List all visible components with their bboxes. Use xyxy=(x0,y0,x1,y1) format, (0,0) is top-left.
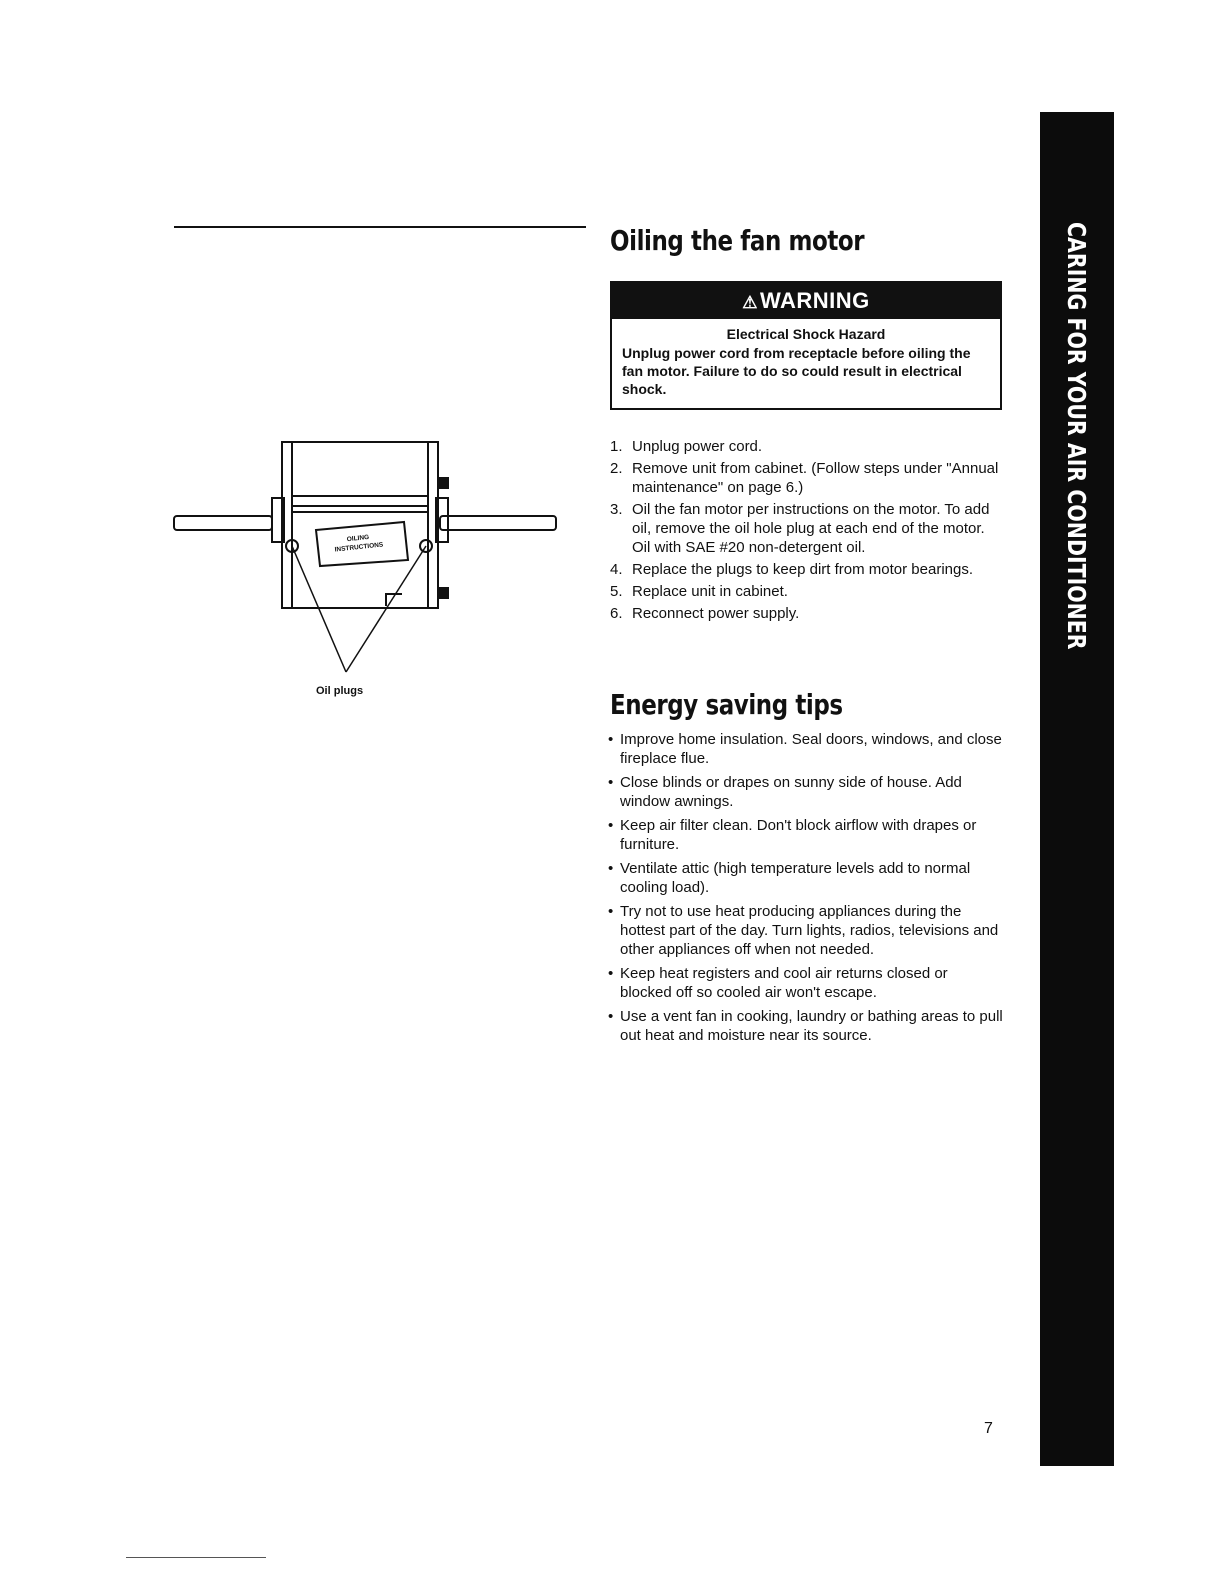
step-item xyxy=(610,582,1005,601)
tip-item: • Use a vent fan in cooking, laundry or bathing areas to pull out heat and moisture near its source. xyxy=(608,1007,1003,1045)
tip-item: • Try not to use heat producing appliances during the hottest part of the day. Turn lights, radios, televisions and other appliances off when not needed. xyxy=(608,902,1003,959)
oil-plug-right xyxy=(420,540,432,552)
energy-heading: Energy saving tips xyxy=(610,688,843,721)
step-text: Replace unit in cabinet. xyxy=(632,583,788,600)
energy-tips xyxy=(608,730,1003,1050)
step-number: 1. xyxy=(610,438,623,455)
step-item xyxy=(610,560,1005,579)
step-number: 3. xyxy=(610,501,623,518)
side-tab-label-wrap xyxy=(1044,222,1110,650)
warning-body xyxy=(612,319,1000,408)
fan-motor-figure xyxy=(170,436,562,716)
step-number: 4. xyxy=(610,561,623,578)
oiling-heading: Oiling the fan motor xyxy=(610,224,865,257)
top-rule xyxy=(174,226,586,228)
label-line-1: OILING xyxy=(346,533,370,544)
tip-item: • Improve home insulation. Seal doors, windows, and close fireplace flue. xyxy=(608,730,1003,768)
step-text: Reconnect power supply. xyxy=(632,605,800,622)
step-number: 2. xyxy=(610,460,623,477)
warning-text: Unplug power cord from receptacle before oiling the fan motor. Failure to do so could result in electrical shock. xyxy=(622,345,971,397)
section-side-tab xyxy=(1040,112,1114,1466)
step-text: Replace the plugs to keep dirt from motor bearings. xyxy=(632,561,974,578)
figure-caption: Oil plugs xyxy=(316,685,364,697)
warning-header-text: WARNING xyxy=(759,288,870,313)
step-number: 5. xyxy=(610,583,623,600)
page-number: 7 xyxy=(984,1420,993,1437)
step-text: Unplug power cord. xyxy=(632,438,763,455)
step-text: Remove unit from cabinet. (Follow steps under "Annual maintenance" on page 6.) xyxy=(632,460,999,496)
step-item xyxy=(610,500,1005,557)
tip-item: • Keep air filter clean. Don't block airflow with drapes or furniture. xyxy=(608,816,1003,854)
oiling-instructions-label xyxy=(318,524,400,572)
tip-item: • Close blinds or drapes on sunny side of house. Add window awnings. xyxy=(608,773,1003,811)
warning-header xyxy=(612,283,1000,319)
warning-box xyxy=(610,281,1002,410)
right-shaft xyxy=(440,516,556,530)
oiling-steps xyxy=(610,437,1005,626)
step-item xyxy=(610,459,1005,497)
step-item xyxy=(610,437,1005,456)
tip-item: • Ventilate attic (high temperature levels add to normal cooling load). xyxy=(608,859,1003,897)
side-tab-label: CARING FOR YOUR AIR CONDITIONER xyxy=(1062,222,1091,650)
bottom-rule xyxy=(126,1557,266,1558)
tip-item: • Keep heat registers and cool air returns closed or blocked off so cooled air won't escape. xyxy=(608,964,1003,1002)
step-number: 6. xyxy=(610,605,623,622)
label-line-2: INSTRUCTIONS xyxy=(334,541,384,554)
left-shaft xyxy=(174,516,272,530)
step-text: Oil the fan motor per instructions on the motor. To add oil, remove the oil hole plug at each end of the motor. Oil with SAE #20 non-detergent oil. xyxy=(632,501,990,556)
warning-triangle-icon: ⚠ xyxy=(742,293,758,312)
step-item xyxy=(610,604,1005,623)
fan-motor-illustration xyxy=(170,436,562,716)
warning-subtitle: Electrical Shock Hazard xyxy=(726,326,886,342)
